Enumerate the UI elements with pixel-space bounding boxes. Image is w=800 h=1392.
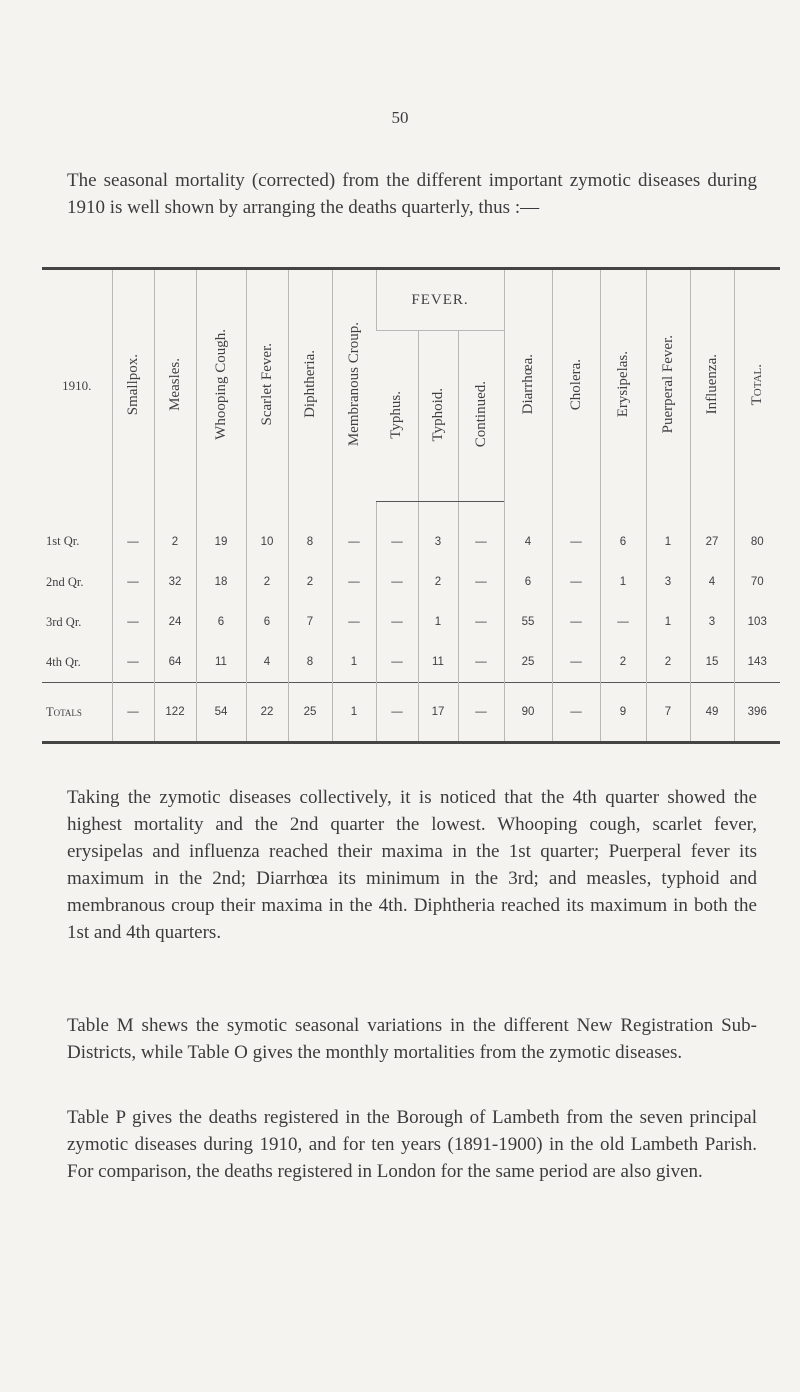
cell: 6 (246, 602, 288, 642)
cell: 143 (734, 642, 780, 683)
year-header: 1910. (62, 377, 92, 393)
cell: 7 (288, 602, 332, 642)
cell: 2 (418, 562, 458, 602)
col-typhus: Typhus. (376, 331, 418, 502)
col-diphtheria: Diphtheria. (288, 269, 332, 502)
intro-paragraph: The seasonal mortality (corrected) from the different important zymotic diseases during 1910 is well shown by arranging the deaths quarterly, thus :— (67, 170, 757, 218)
cell: 4 (504, 502, 552, 563)
paragraph-table-p: Table P gives the deaths registered in the Borough of Lambeth from the seven principal zymotic diseases during 1910, and for ten years (1891-1900) in the old Lambeth Parish. For comparison, the deaths registered in London for the same period are also given. (67, 1107, 757, 1182)
cell: 49 (690, 683, 734, 743)
paragraph-table-m-o: Table M shews the symotic seasonal variations in the different New Registration Sub-Districts, while Table O gives the monthly mortalities from the zymotic diseases. (67, 1015, 757, 1063)
cell: 1 (646, 502, 690, 563)
cell: 19 (196, 502, 246, 563)
cell: 25 (288, 683, 332, 743)
cell: 1 (418, 602, 458, 642)
cell: — (332, 562, 376, 602)
cell: — (112, 502, 154, 563)
cell: — (112, 642, 154, 683)
cell: 80 (734, 502, 780, 563)
cell: 3 (690, 602, 734, 642)
col-influenza: Influenza. (690, 269, 734, 502)
cell: — (376, 602, 418, 642)
row-label: 4th Qr. (46, 654, 81, 669)
cell: 24 (154, 602, 196, 642)
col-erysipelas: Erysipelas. (600, 269, 646, 502)
cell: 103 (734, 602, 780, 642)
cell: 64 (154, 642, 196, 683)
col-membranous-croup: Membranous Croup. (332, 269, 376, 502)
cell: — (458, 502, 504, 563)
cell: 1 (646, 602, 690, 642)
table-row (42, 602, 780, 642)
cell: — (376, 502, 418, 563)
cell: 55 (504, 602, 552, 642)
totals-label: Totals (42, 683, 112, 743)
col-total: Total. (734, 269, 780, 502)
cell: 10 (246, 502, 288, 563)
cell: 11 (196, 642, 246, 683)
cell: 2 (646, 642, 690, 683)
cell: — (376, 562, 418, 602)
cell: 11 (418, 642, 458, 683)
cell: — (458, 602, 504, 642)
cell: — (112, 602, 154, 642)
col-scarlet-fever: Scarlet Fever. (246, 269, 288, 502)
cell: 6 (196, 602, 246, 642)
cell: 27 (690, 502, 734, 563)
page-number: 50 (391, 108, 409, 127)
cell: 396 (734, 683, 780, 743)
cell: 6 (504, 562, 552, 602)
cell: 7 (646, 683, 690, 743)
table-row (42, 642, 780, 683)
cell: — (376, 683, 418, 743)
cell: — (552, 562, 600, 602)
cell: 22 (246, 683, 288, 743)
cell: 1 (600, 562, 646, 602)
cell: 18 (196, 562, 246, 602)
cell: 17 (418, 683, 458, 743)
cell: 2 (154, 502, 196, 563)
cell: — (552, 683, 600, 743)
cell: 2 (246, 562, 288, 602)
cell: — (458, 562, 504, 602)
col-smallpox: Smallpox. (112, 269, 154, 502)
cell: 2 (600, 642, 646, 683)
cell: 2 (288, 562, 332, 602)
cell: 1 (332, 683, 376, 743)
cell: — (600, 602, 646, 642)
cell: 32 (154, 562, 196, 602)
cell: 54 (196, 683, 246, 743)
cell: — (112, 562, 154, 602)
cell: — (458, 683, 504, 743)
cell: — (332, 502, 376, 563)
cell: 8 (288, 502, 332, 563)
col-puerperal-fever: Puerperal Fever. (646, 269, 690, 502)
cell: 3 (418, 502, 458, 563)
cell: — (552, 602, 600, 642)
col-diarrhoea: Diarrhœa. (504, 269, 552, 502)
cell: 9 (600, 683, 646, 743)
row-label: 3rd Qr. (46, 614, 82, 629)
cell: 4 (690, 562, 734, 602)
fever-group-header: FEVER. (376, 269, 504, 331)
row-label: 2nd Qr. (46, 574, 84, 589)
totals-row (42, 683, 780, 743)
col-typhoid: Typhoid. (418, 331, 458, 502)
cell: — (376, 642, 418, 683)
cell: 1 (332, 642, 376, 683)
cell: 8 (288, 642, 332, 683)
col-whooping-cough: Whooping Cough. (196, 269, 246, 502)
table-row (42, 502, 780, 563)
cell: — (552, 642, 600, 683)
cell: — (458, 642, 504, 683)
cell: 4 (246, 642, 288, 683)
row-label: 1st Qr. (46, 534, 80, 549)
cell: 70 (734, 562, 780, 602)
quarterly-mortality-table (42, 267, 780, 744)
cell: 25 (504, 642, 552, 683)
col-measles: Measles. (154, 269, 196, 502)
cell: 15 (690, 642, 734, 683)
cell: 3 (646, 562, 690, 602)
cell: — (552, 502, 600, 563)
cell: 6 (600, 502, 646, 563)
cell: 90 (504, 683, 552, 743)
cell: — (332, 602, 376, 642)
cell: — (112, 683, 154, 743)
paragraph-zymotic-collective: Taking the zymotic diseases collectively, it is noticed that the 4th quarter showed the highest mortality and the 2nd quarter the lowest. Whooping cough, scarlet fever, erysipelas and influenza reached their maxima in the 1st quarter; Puerperal fever its maximum in the 2nd; Diarrhœa its minimum in the 3rd; and measles, typhoid and membranous croup their maxima in the 4th. Diphtheria reached its maximum in both the 1st and 4th quarters. (67, 787, 757, 943)
cell: 122 (154, 683, 196, 743)
col-cholera: Cholera. (552, 269, 600, 502)
col-continued: Continued. (458, 331, 504, 502)
table-row (42, 562, 780, 602)
